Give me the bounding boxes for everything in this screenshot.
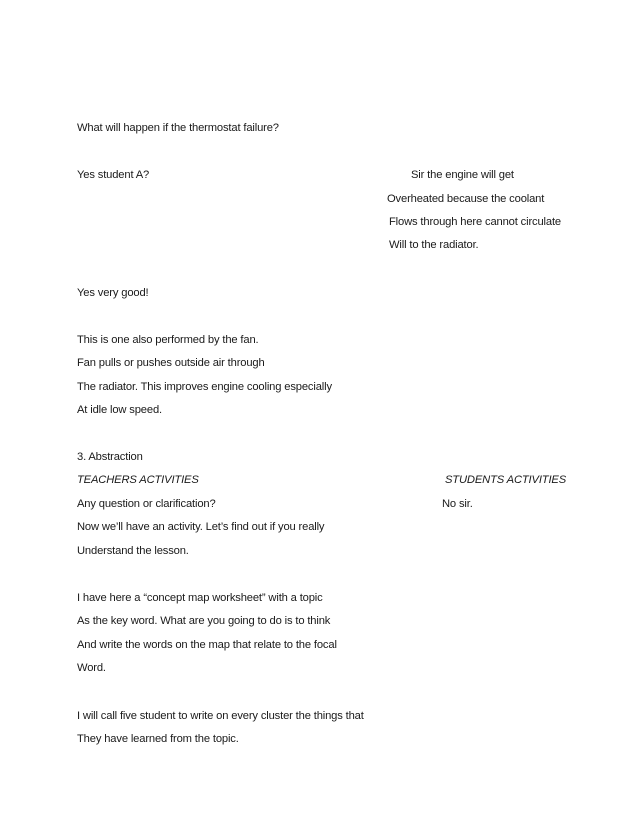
activity-line-2: Understand the lesson. [77, 545, 189, 557]
call-student-a-text: Yes student A? [77, 169, 150, 181]
call-students-line-1: I will call five student to write on every cluster the things that [77, 710, 364, 722]
call-students-line-2: They have learned from the topic. [77, 733, 239, 745]
concept-map-line-2: As the key word. What are you going to do is to think [77, 615, 331, 627]
concept-map-line-1: I have here a “concept map worksheet” with a topic [77, 592, 323, 604]
question-text: What will happen if the thermostat failure? [77, 122, 279, 134]
no-sir-text: No sir. [442, 498, 473, 510]
fan-line-2: Fan pulls or pushes outside air through [77, 357, 265, 369]
students-activities-header: STUDENTS ACTIVITIES [445, 474, 567, 486]
fan-line-1: This is one also performed by the fan. [77, 334, 259, 346]
fan-line-4: At idle low speed. [77, 404, 162, 416]
praise-text: Yes very good! [77, 287, 149, 299]
section-heading: 3. Abstraction [77, 451, 143, 463]
fan-line-3: The radiator. This improves engine cooling especially [77, 381, 332, 393]
concept-map-line-4: Word. [77, 662, 106, 674]
concept-map-line-3: And write the words on the map that relate to the focal [77, 639, 337, 651]
student-answer-line-4: Will to the radiator. [389, 239, 479, 251]
student-answer-line-1: Sir the engine will get [411, 169, 514, 181]
teachers-activities-header: TEACHERS ACTIVITIES [77, 474, 199, 486]
any-question-text: Any question or clarification? [77, 498, 216, 510]
student-answer-line-2: Overheated because the coolant [387, 193, 545, 205]
activity-line-1: Now we’ll have an activity. Let’s find out if you really [77, 521, 325, 533]
student-answer-line-3: Flows through here cannot circulate [389, 216, 561, 228]
